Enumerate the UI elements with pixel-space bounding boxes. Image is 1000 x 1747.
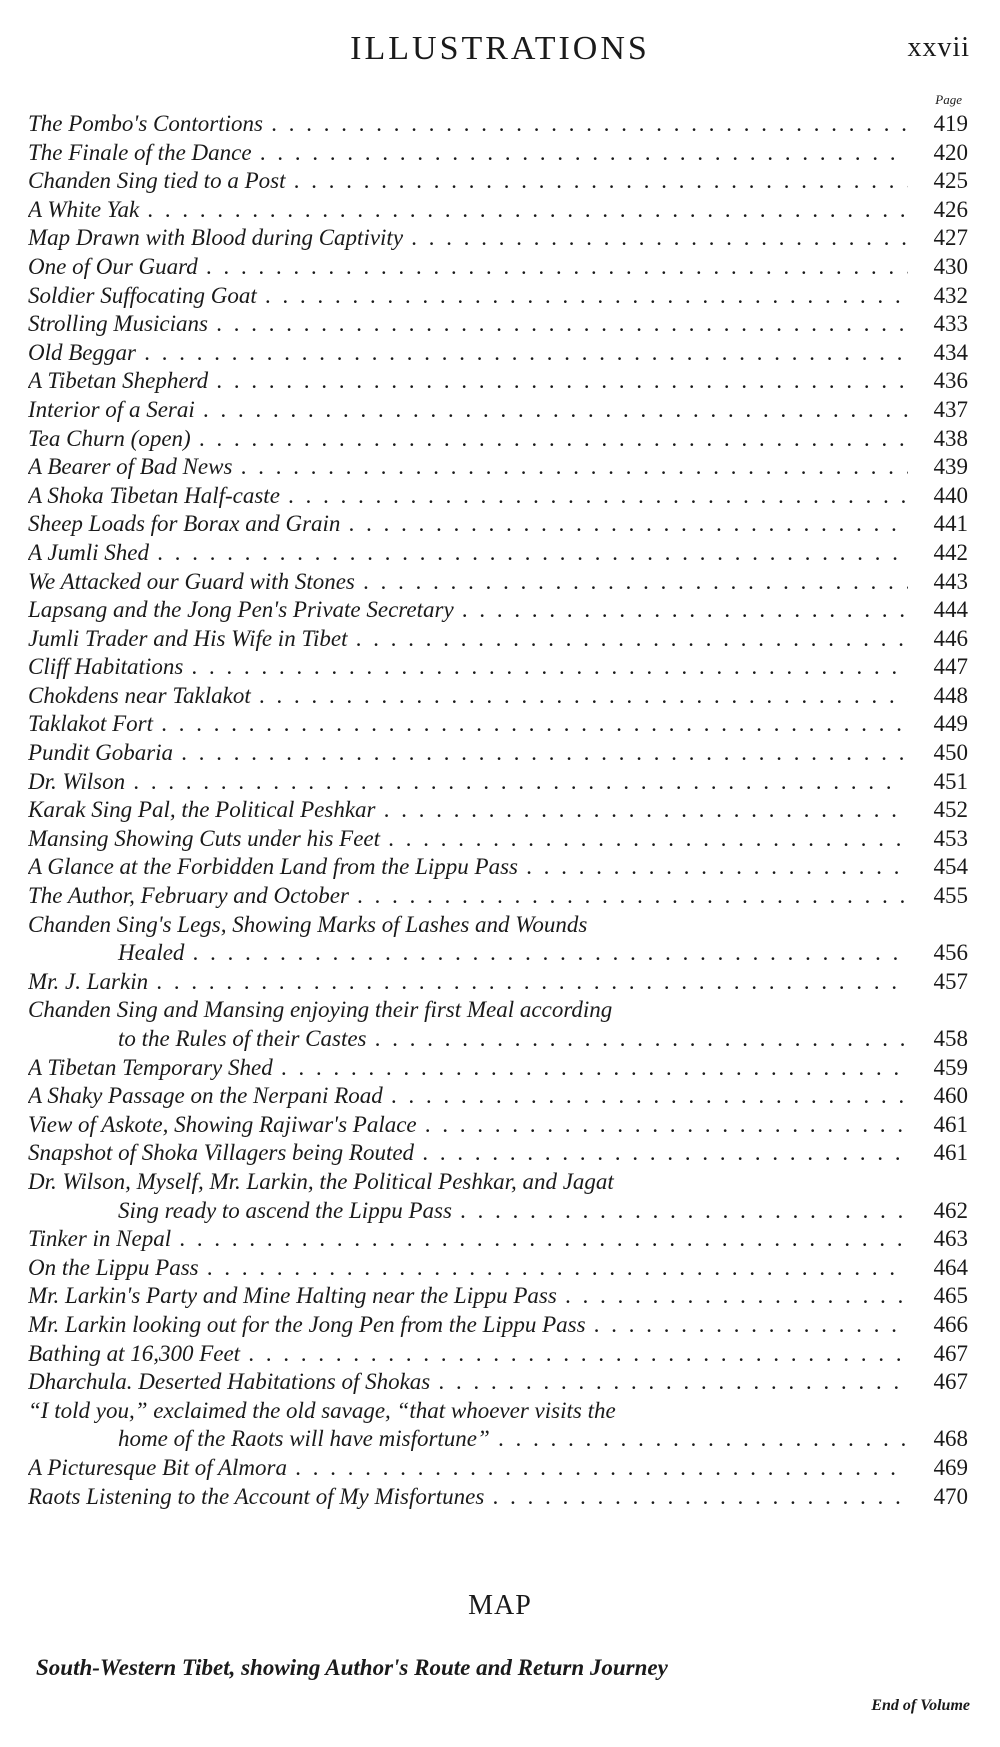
illustration-title [28,510,908,539]
map-entry-location: End of Volume [871,1697,970,1714]
illustration-title-line: Pundit Gobaria . . [28,739,908,768]
illustration-title-line: Raots Listening to the Account of My Misfortunes . . [28,1483,908,1512]
illustration-title-line: Bathing at 16,300 Feet . . [28,1340,908,1369]
illustration-page-number: 433 [933,311,968,337]
illustration-title [28,396,908,425]
illustration-page-number: 468 [933,1426,968,1452]
illustration-title [28,911,908,968]
illustration-page-number: 470 [933,1483,968,1509]
illustration-entry [28,367,968,396]
illustration-entry [28,882,968,911]
illustration-page-number: 432 [933,282,968,308]
illustration-entry [28,625,968,654]
illustration-title-line: A Bearer of Bad News . . [28,453,908,482]
illustrations-list [28,110,968,1511]
illustration-entry [28,596,968,625]
illustration-title-line: Healed . . [28,939,908,968]
illustration-title-line: Karak Sing Pal, the Political Peshkar . . [28,796,908,825]
illustration-title-line: Snapshot of Shoka Villagers being Routed . . [28,1139,908,1168]
illustration-title-line: Sheep Loads for Borax and Grain . . [28,510,908,539]
illustration-title-line: The Author, February and October . . [28,882,908,911]
illustration-entry [28,167,968,196]
illustration-entry [28,1282,968,1311]
illustration-title [28,224,908,253]
illustration-page-number: 452 [933,797,968,823]
illustration-entry [28,539,968,568]
illustration-entry [28,110,968,139]
illustration-title-line: Dharchula. Deserted Habitations of Shokas . . [28,1368,908,1397]
illustration-page-number: 440 [933,482,968,508]
illustration-title [28,367,908,396]
illustration-title [28,482,908,511]
illustration-title-line: Map Drawn with Blood during Captivity . . [28,224,908,253]
illustration-entry [28,911,968,968]
illustration-title [28,167,908,196]
illustration-title [28,568,908,597]
illustration-title-line: Sing ready to ascend the Lippu Pass . . [28,1197,908,1226]
illustration-title [28,1254,908,1283]
illustration-entry [28,139,968,168]
illustration-title-line: Lapsang and the Jong Pen's Private Secretary . . [28,596,908,625]
illustration-page-number: 457 [933,968,968,994]
illustration-title-line: Old Beggar . . [28,339,908,368]
illustration-title-line: Interior of a Serai . . [28,396,908,425]
page-column-header: Page [935,92,962,107]
illustration-title [28,682,908,711]
illustration-entry [28,1054,968,1083]
illustration-title-line: Taklakot Fort . . [28,710,908,739]
illustration-entry [28,710,968,739]
illustration-title-line: We Attacked our Guard with Stones . . [28,568,908,597]
illustration-title [28,1282,908,1311]
illustration-title-line: One of Our Guard . . [28,253,908,282]
illustration-entry [28,825,968,854]
illustration-entry [28,339,968,368]
illustration-title [28,1397,908,1454]
illustration-title [28,253,908,282]
illustration-page-number: 439 [933,454,968,480]
illustration-title-line: The Finale of the Dance . . [28,139,908,168]
illustration-title [28,1054,908,1083]
illustration-title-line: Tea Churn (open) . . [28,425,908,454]
illustration-page-number: 454 [933,854,968,880]
illustration-title-line: Dr. Wilson . . [28,768,908,797]
illustration-title-line: Tinker in Nepal . . [28,1225,908,1254]
illustration-title [28,110,908,139]
illustration-title-line: Jumli Trader and His Wife in Tibet . . [28,625,908,654]
illustration-title-line: A Tibetan Shepherd . . [28,367,908,396]
illustration-entry [28,224,968,253]
illustration-entry [28,1311,968,1340]
illustration-title-line: Mr. Larkin looking out for the Jong Pen from the Lippu Pass . . [28,1311,908,1340]
illustration-page-number: 427 [933,225,968,251]
illustration-title-line: View of Askote, Showing Rajiwar's Palace . . [28,1111,908,1140]
illustration-page-number: 455 [933,883,968,909]
illustration-title-line: Mansing Showing Cuts under his Feet . . [28,825,908,854]
illustration-title [28,425,908,454]
illustration-page-number: 460 [933,1083,968,1109]
illustration-entry [28,1082,968,1111]
illustration-entry [28,682,968,711]
illustration-title [28,996,908,1053]
illustration-title [28,453,908,482]
illustration-page-number: 441 [933,511,968,537]
illustration-title [28,853,908,882]
illustration-entry [28,853,968,882]
illustration-title-line: Strolling Musicians . . [28,310,908,339]
illustration-page-number: 420 [933,139,968,165]
illustration-title-line: A Jumli Shed . . [28,539,908,568]
illustration-page-number: 462 [933,1197,968,1223]
illustration-page-number: 453 [933,825,968,851]
illustration-entry [28,196,968,225]
illustration-entry [28,1139,968,1168]
illustration-title [28,653,908,682]
illustration-page-number: 461 [933,1111,968,1137]
page-title: ILLUSTRATIONS [350,30,650,67]
illustration-title [28,1311,908,1340]
illustration-entry [28,510,968,539]
illustration-entry [28,425,968,454]
illustration-page-number: 467 [933,1340,968,1366]
illustration-title-line: Mr. J. Larkin . . [28,968,908,997]
illustration-title [28,1340,908,1369]
illustration-page-number: 449 [933,711,968,737]
illustration-title-line: “I told you,” exclaimed the old savage, “that whoever visits the [28,1397,616,1423]
illustration-page-number: 467 [933,1369,968,1395]
illustration-page-number: 466 [933,1311,968,1337]
illustration-entry [28,1168,968,1225]
illustration-page-number: 446 [933,625,968,651]
illustration-entry [28,282,968,311]
illustration-title [28,139,908,168]
illustration-title-line: Mr. Larkin's Party and Mine Halting near the Lippu Pass . . [28,1282,908,1311]
illustration-entry [28,1340,968,1369]
illustration-title [28,1368,908,1397]
illustration-title-line: On the Lippu Pass . . [28,1254,908,1283]
illustration-entry [28,453,968,482]
illustration-title-line: A Glance at the Forbidden Land from the Lippu Pass . . [28,853,908,882]
illustration-title-line: Chokdens near Taklakot . . [28,682,908,711]
illustration-title [28,796,908,825]
illustration-page-number: 437 [933,396,968,422]
illustration-page-number: 444 [933,597,968,623]
illustration-page-number: 442 [933,539,968,565]
illustration-entry [28,996,968,1053]
illustration-page-number: 448 [933,682,968,708]
illustration-title [28,768,908,797]
illustration-page-number: 436 [933,368,968,394]
illustration-entry [28,253,968,282]
illustration-page-number: 461 [933,1140,968,1166]
illustration-page-number: 430 [933,253,968,279]
illustration-page-number: 450 [933,740,968,766]
illustration-title [28,282,908,311]
illustration-title [28,1483,908,1512]
illustration-title-line: A Shoka Tibetan Half-caste . . [28,482,908,511]
illustration-title [28,968,908,997]
illustration-title [28,710,908,739]
illustration-title-line: A White Yak . . [28,196,908,225]
illustration-entry [28,968,968,997]
illustration-entry [28,568,968,597]
illustration-entry [28,1111,968,1140]
illustration-page-number: 443 [933,568,968,594]
illustration-entry [28,768,968,797]
illustration-entry [28,396,968,425]
illustration-title-line: Cliff Habitations . . [28,653,908,682]
illustration-page-number: 438 [933,425,968,451]
illustration-page-number: 447 [933,654,968,680]
illustration-page-number: 456 [933,940,968,966]
illustration-page-number: 458 [933,1026,968,1051]
illustration-page-number: 425 [933,168,968,194]
illustration-title-line: to the Rules of their Castes . . [28,1025,908,1054]
illustration-page-number: 469 [933,1454,968,1480]
illustration-page-number: 434 [933,339,968,365]
illustration-entry [28,1254,968,1283]
illustration-title [28,539,908,568]
illustration-title [28,1082,908,1111]
illustration-page-number: 419 [933,111,968,136]
illustration-title-line: Dr. Wilson, Myself, Mr. Larkin, the Political Peshkar, and Jagat [28,1168,614,1194]
illustration-title [28,196,908,225]
illustration-title-line: Chanden Sing's Legs, Showing Marks of Lashes and Wounds [28,911,588,937]
illustration-title [28,1454,908,1483]
illustration-title [28,825,908,854]
illustration-title [28,1139,908,1168]
illustration-entry [28,482,968,511]
illustration-title-line: Chanden Sing and Mansing enjoying their first Meal according [28,997,613,1023]
illustration-title-line: Soldier Suffocating Goat . . [28,282,908,311]
map-entry-title: South-Western Tibet, showing Author's Route and Return Journey [36,1655,668,1680]
illustration-title [28,596,908,625]
illustration-page-number: 465 [933,1283,968,1309]
illustration-title [28,1111,908,1140]
illustration-title-line: home of the Raots will have misfortune” . . [28,1425,908,1454]
illustration-title-line: Chanden Sing tied to a Post . . [28,167,908,196]
illustration-entry [28,1368,968,1397]
map-section-heading: MAP [468,1590,532,1621]
illustration-entry [28,1225,968,1254]
illustration-entry [28,1483,968,1512]
illustration-title [28,882,908,911]
illustration-entry [28,739,968,768]
illustration-entry [28,310,968,339]
illustration-title [28,310,908,339]
illustration-title-line: A Picturesque Bit of Almora . . [28,1454,908,1483]
illustration-title-line: The Pombo's Contortions . . [28,110,908,139]
illustration-entry [28,796,968,825]
illustration-entry [28,653,968,682]
illustration-page-number: 464 [933,1254,968,1280]
illustration-title [28,625,908,654]
illustration-title [28,1225,908,1254]
illustration-page-number: 459 [933,1054,968,1080]
illustration-title-line: A Shaky Passage on the Nerpani Road . . [28,1082,908,1111]
roman-page-number: xxvii [907,32,970,63]
illustration-page-number: 426 [933,196,968,222]
illustration-title [28,1168,908,1225]
illustration-page-number: 451 [933,768,968,794]
illustration-page-number: 463 [933,1226,968,1252]
illustration-title [28,739,908,768]
illustration-title [28,339,908,368]
illustration-title-line: A Tibetan Temporary Shed . . [28,1054,908,1083]
illustration-entry [28,1397,968,1454]
illustration-entry [28,1454,968,1483]
